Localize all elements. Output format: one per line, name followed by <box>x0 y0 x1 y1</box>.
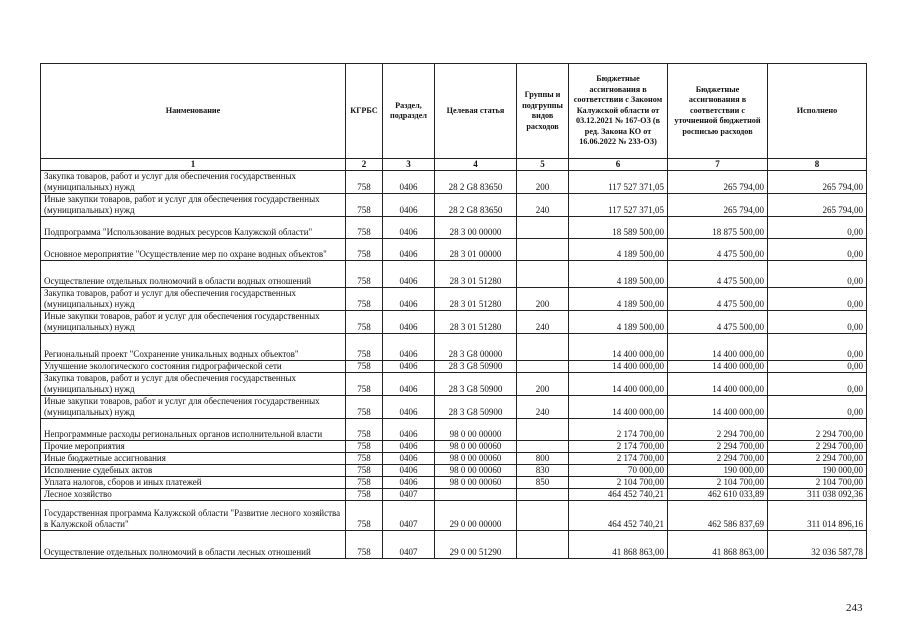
cell-section: 0406 <box>383 288 435 311</box>
cell-name: Иные закупки товаров, работ и услуг для обеспечения государственных (муниципальных) нужд <box>41 396 346 419</box>
cell-executed: 2 104 700,00 <box>768 477 867 489</box>
cell-executed: 0,00 <box>768 373 867 396</box>
cell-kgrbs: 758 <box>346 396 383 419</box>
header-row <box>41 64 867 159</box>
cell-section: 0406 <box>383 465 435 477</box>
cell-kgrbs: 758 <box>346 311 383 334</box>
cell-target: 28 2 G8 83650 <box>435 171 517 194</box>
cell-executed: 190 000,00 <box>768 465 867 477</box>
table-row <box>41 171 867 194</box>
cell-section: 0406 <box>383 441 435 453</box>
cell-executed: 0,00 <box>768 396 867 419</box>
col-number: 8 <box>768 159 867 171</box>
cell-budget-refined: 265 794,00 <box>668 194 768 217</box>
cell-target: 28 3 01 51280 <box>435 261 517 288</box>
cell-group: 240 <box>517 311 569 334</box>
col-number: 6 <box>569 159 668 171</box>
cell-budget-refined: 265 794,00 <box>668 171 768 194</box>
cell-kgrbs: 758 <box>346 465 383 477</box>
cell-budget-law: 464 452 740,21 <box>569 501 668 531</box>
cell-name: Уплата налогов, сборов и иных платежей <box>41 477 346 489</box>
cell-executed: 0,00 <box>768 261 867 288</box>
table-row <box>41 489 867 501</box>
cell-kgrbs: 758 <box>346 453 383 465</box>
header-executed: Исполнено <box>768 64 867 159</box>
cell-name: Закупка товаров, работ и услуг для обеспечения государственных (муниципальных) нужд <box>41 373 346 396</box>
table-row <box>41 311 867 334</box>
table-row <box>41 373 867 396</box>
cell-target: 98 0 00 00000 <box>435 419 517 441</box>
cell-name: Непрограммные расходы региональных органов исполнительной власти <box>41 419 346 441</box>
header-groups: Группы и подгруппы видов расходов <box>517 64 569 159</box>
cell-target: 29 0 00 00000 <box>435 501 517 531</box>
cell-kgrbs: 758 <box>346 217 383 239</box>
cell-budget-law: 18 589 500,00 <box>569 217 668 239</box>
cell-name: Осуществление отдельных полномочий в области водных отношений <box>41 261 346 288</box>
cell-kgrbs: 758 <box>346 194 383 217</box>
table-row <box>41 465 867 477</box>
cell-group <box>517 531 569 559</box>
cell-budget-law: 4 189 500,00 <box>569 311 668 334</box>
cell-kgrbs: 758 <box>346 239 383 261</box>
cell-group <box>517 239 569 261</box>
page-number: 243 <box>846 602 863 614</box>
cell-budget-law: 14 400 000,00 <box>569 373 668 396</box>
col-number: 5 <box>517 159 569 171</box>
header-kgrbs: КГРБС <box>346 64 383 159</box>
cell-group <box>517 419 569 441</box>
cell-target: 29 0 00 51290 <box>435 531 517 559</box>
cell-budget-refined: 2 104 700,00 <box>668 477 768 489</box>
cell-kgrbs: 758 <box>346 171 383 194</box>
cell-target: 98 0 00 00060 <box>435 453 517 465</box>
cell-target: 98 0 00 00060 <box>435 441 517 453</box>
cell-budget-law: 117 527 371,05 <box>569 194 668 217</box>
cell-budget-refined: 4 475 500,00 <box>668 311 768 334</box>
cell-kgrbs: 758 <box>346 501 383 531</box>
cell-target: 28 2 G8 83650 <box>435 194 517 217</box>
table-row <box>41 361 867 373</box>
cell-name: Иные бюджетные ассигнования <box>41 453 346 465</box>
cell-executed: 0,00 <box>768 361 867 373</box>
cell-target: 28 3 00 00000 <box>435 217 517 239</box>
col-number: 3 <box>383 159 435 171</box>
cell-kgrbs: 758 <box>346 261 383 288</box>
cell-target: 28 3 01 00000 <box>435 239 517 261</box>
table-row <box>41 239 867 261</box>
cell-budget-refined: 462 586 837,69 <box>668 501 768 531</box>
cell-executed: 2 294 700,00 <box>768 419 867 441</box>
cell-budget-law: 14 400 000,00 <box>569 334 668 361</box>
cell-kgrbs: 758 <box>346 361 383 373</box>
cell-executed: 0,00 <box>768 334 867 361</box>
cell-group <box>517 489 569 501</box>
table-row <box>41 261 867 288</box>
cell-budget-refined: 2 294 700,00 <box>668 453 768 465</box>
cell-name: Иные закупки товаров, работ и услуг для обеспечения государственных (муниципальных) нужд <box>41 194 346 217</box>
table-row <box>41 194 867 217</box>
cell-budget-law: 2 174 700,00 <box>569 419 668 441</box>
header-target: Целевая статья <box>435 64 517 159</box>
cell-executed: 0,00 <box>768 217 867 239</box>
cell-target: 28 3 01 51280 <box>435 311 517 334</box>
cell-kgrbs: 758 <box>346 477 383 489</box>
cell-kgrbs: 758 <box>346 419 383 441</box>
cell-executed: 2 294 700,00 <box>768 441 867 453</box>
cell-group: 830 <box>517 465 569 477</box>
cell-executed: 311 038 092,36 <box>768 489 867 501</box>
cell-name: Осуществление отдельных полномочий в области лесных отношений <box>41 531 346 559</box>
column-number-row <box>41 159 867 171</box>
cell-budget-law: 70 000,00 <box>569 465 668 477</box>
cell-name: Прочие мероприятия <box>41 441 346 453</box>
cell-name: Государственная программа Калужской области "Развитие лесного хозяйства в Калужской области" <box>41 501 346 531</box>
cell-budget-law: 4 189 500,00 <box>569 239 668 261</box>
cell-section: 0407 <box>383 531 435 559</box>
cell-section: 0407 <box>383 489 435 501</box>
cell-budget-refined: 462 610 033,89 <box>668 489 768 501</box>
cell-executed: 32 036 587,78 <box>768 531 867 559</box>
cell-kgrbs: 758 <box>346 334 383 361</box>
cell-target <box>435 489 517 501</box>
table-row <box>41 419 867 441</box>
cell-section: 0406 <box>383 311 435 334</box>
cell-group: 240 <box>517 194 569 217</box>
cell-executed: 265 794,00 <box>768 171 867 194</box>
cell-section: 0406 <box>383 477 435 489</box>
cell-name: Исполнение судебных актов <box>41 465 346 477</box>
cell-budget-refined: 2 294 700,00 <box>668 419 768 441</box>
cell-budget-law: 14 400 000,00 <box>569 361 668 373</box>
cell-group: 200 <box>517 171 569 194</box>
header-budget-refined: Бюджетные ассигнования в соответствии с уточненной бюджетной росписью расходов <box>668 64 768 159</box>
table-row <box>41 334 867 361</box>
cell-section: 0406 <box>383 171 435 194</box>
cell-section: 0406 <box>383 334 435 361</box>
table-row <box>41 453 867 465</box>
budget-table <box>40 63 867 559</box>
cell-section: 0406 <box>383 419 435 441</box>
table-body <box>41 171 867 559</box>
cell-target: 28 3 G8 00000 <box>435 334 517 361</box>
cell-budget-law: 2 104 700,00 <box>569 477 668 489</box>
cell-target: 98 0 00 00060 <box>435 477 517 489</box>
cell-name: Закупка товаров, работ и услуг для обеспечения государственных (муниципальных) нужд <box>41 171 346 194</box>
cell-section: 0406 <box>383 194 435 217</box>
table-row <box>41 477 867 489</box>
cell-budget-refined: 4 475 500,00 <box>668 288 768 311</box>
cell-section: 0406 <box>383 373 435 396</box>
cell-budget-refined: 14 400 000,00 <box>668 361 768 373</box>
cell-group <box>517 261 569 288</box>
col-number: 4 <box>435 159 517 171</box>
cell-budget-law: 117 527 371,05 <box>569 171 668 194</box>
cell-executed: 2 294 700,00 <box>768 453 867 465</box>
cell-executed: 311 014 896,16 <box>768 501 867 531</box>
cell-target: 28 3 01 51280 <box>435 288 517 311</box>
header-budget-law: Бюджетные ассигнования в соответствии с Законом Калужской области от 03.12.2021 № 167-ОЗ (в ред. Закона КО от 16.06.2022 № 233-ОЗ) <box>569 64 668 159</box>
cell-executed: 0,00 <box>768 288 867 311</box>
cell-kgrbs: 758 <box>346 531 383 559</box>
cell-budget-law: 2 174 700,00 <box>569 453 668 465</box>
cell-target: 28 3 G8 50900 <box>435 361 517 373</box>
cell-budget-refined: 14 400 000,00 <box>668 396 768 419</box>
cell-kgrbs: 758 <box>346 441 383 453</box>
cell-budget-refined: 4 475 500,00 <box>668 239 768 261</box>
table-row <box>41 288 867 311</box>
cell-budget-refined: 18 875 500,00 <box>668 217 768 239</box>
cell-name: Иные закупки товаров, работ и услуг для обеспечения государственных (муниципальных) нужд <box>41 311 346 334</box>
table-row <box>41 501 867 531</box>
cell-budget-law: 4 189 500,00 <box>569 288 668 311</box>
cell-budget-law: 41 868 863,00 <box>569 531 668 559</box>
cell-name: Лесное хозяйство <box>41 489 346 501</box>
cell-budget-refined: 190 000,00 <box>668 465 768 477</box>
cell-budget-refined: 41 868 863,00 <box>668 531 768 559</box>
col-number: 2 <box>346 159 383 171</box>
table-row <box>41 217 867 239</box>
cell-section: 0406 <box>383 361 435 373</box>
table-row <box>41 531 867 559</box>
col-number: 1 <box>41 159 346 171</box>
cell-target: 28 3 G8 50900 <box>435 373 517 396</box>
cell-budget-law: 2 174 700,00 <box>569 441 668 453</box>
cell-name: Подпрограмма "Использование водных ресурсов Калужской области" <box>41 217 346 239</box>
cell-name: Основное мероприятие "Осуществление мер по охране водных объектов" <box>41 239 346 261</box>
cell-group: 240 <box>517 396 569 419</box>
cell-target: 28 3 G8 50900 <box>435 396 517 419</box>
header-name: Наименование <box>41 64 346 159</box>
cell-group: 200 <box>517 288 569 311</box>
cell-budget-refined: 14 400 000,00 <box>668 373 768 396</box>
cell-group <box>517 501 569 531</box>
cell-section: 0406 <box>383 396 435 419</box>
cell-group <box>517 361 569 373</box>
cell-budget-refined: 2 294 700,00 <box>668 441 768 453</box>
cell-kgrbs: 758 <box>346 373 383 396</box>
cell-section: 0407 <box>383 501 435 531</box>
cell-group <box>517 217 569 239</box>
cell-target: 98 0 00 00060 <box>435 465 517 477</box>
cell-name: Закупка товаров, работ и услуг для обеспечения государственных (муниципальных) нужд <box>41 288 346 311</box>
cell-kgrbs: 758 <box>346 288 383 311</box>
cell-group: 850 <box>517 477 569 489</box>
cell-executed: 265 794,00 <box>768 194 867 217</box>
cell-budget-law: 4 189 500,00 <box>569 261 668 288</box>
cell-budget-law: 14 400 000,00 <box>569 396 668 419</box>
header-section: Раздел, подраздел <box>383 64 435 159</box>
cell-section: 0406 <box>383 217 435 239</box>
col-number: 7 <box>668 159 768 171</box>
cell-budget-refined: 14 400 000,00 <box>668 334 768 361</box>
cell-group: 800 <box>517 453 569 465</box>
cell-budget-law: 464 452 740,21 <box>569 489 668 501</box>
cell-section: 0406 <box>383 239 435 261</box>
cell-group <box>517 441 569 453</box>
table-row <box>41 441 867 453</box>
cell-name: Улучшение экологического состояния гидрографической сети <box>41 361 346 373</box>
cell-group <box>517 334 569 361</box>
cell-name: Региональный проект "Сохранение уникальных водных объектов" <box>41 334 346 361</box>
cell-kgrbs: 758 <box>346 489 383 501</box>
table-row <box>41 396 867 419</box>
cell-budget-refined: 4 475 500,00 <box>668 261 768 288</box>
cell-executed: 0,00 <box>768 311 867 334</box>
cell-executed: 0,00 <box>768 239 867 261</box>
cell-group: 200 <box>517 373 569 396</box>
cell-section: 0406 <box>383 453 435 465</box>
cell-section: 0406 <box>383 261 435 288</box>
